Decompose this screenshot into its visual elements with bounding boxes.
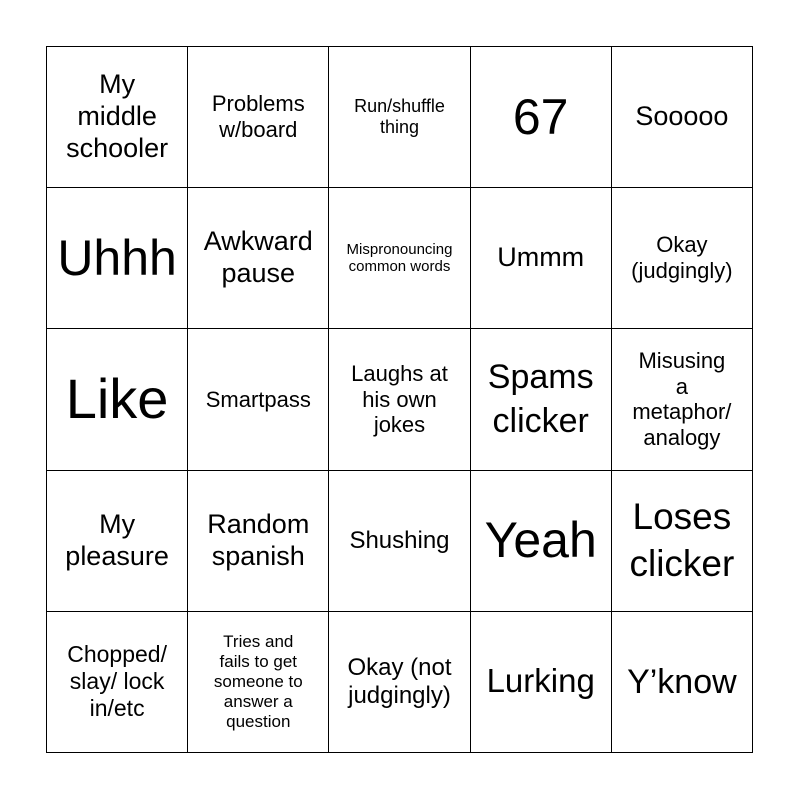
bingo-cell-r4c3[interactable]: Shushing xyxy=(329,471,470,612)
bingo-cell-r1c3[interactable]: Run/shuffle thing xyxy=(329,47,470,188)
bingo-cell-r5c5[interactable]: Y’know xyxy=(612,612,753,753)
bingo-cell-r2c4[interactable]: Ummm xyxy=(471,188,612,329)
bingo-cell-r1c4[interactable]: 67 xyxy=(471,47,612,188)
bingo-cell-r4c1[interactable]: My pleasure xyxy=(47,471,188,612)
bingo-cell-r4c2[interactable]: Random spanish xyxy=(188,471,329,612)
bingo-cell-r5c2[interactable]: Tries and fails to get someone to answer a question xyxy=(188,612,329,753)
bingo-cell-r1c5[interactable]: Sooooo xyxy=(612,47,753,188)
bingo-cell-r4c5[interactable]: Loses clicker xyxy=(612,471,753,612)
bingo-cell-r2c1[interactable]: Uhhh xyxy=(47,188,188,329)
bingo-cell-r3c5[interactable]: Misusing a metaphor/ analogy xyxy=(612,329,753,470)
bingo-cell-r5c1[interactable]: Chopped/ slay/ lock in/etc xyxy=(47,612,188,753)
bingo-cell-r3c2[interactable]: Smartpass xyxy=(188,329,329,470)
bingo-cell-r1c1[interactable]: My middle schooler xyxy=(47,47,188,188)
bingo-cell-r5c3[interactable]: Okay (not judgingly) xyxy=(329,612,470,753)
bingo-cell-r1c2[interactable]: Problems w/board xyxy=(188,47,329,188)
bingo-board xyxy=(46,46,753,753)
bingo-cell-r2c3[interactable]: Mispronouncing common words xyxy=(329,188,470,329)
bingo-cell-r2c5[interactable]: Okay (judgingly) xyxy=(612,188,753,329)
bingo-cell-r2c2[interactable]: Awkward pause xyxy=(188,188,329,329)
bingo-cell-r4c4[interactable]: Yeah xyxy=(471,471,612,612)
bingo-cell-r3c4[interactable]: Spams clicker xyxy=(471,329,612,470)
bingo-cell-r3c3[interactable]: Laughs at his own jokes xyxy=(329,329,470,470)
bingo-cell-r3c1[interactable]: Like xyxy=(47,329,188,470)
bingo-cell-r5c4[interactable]: Lurking xyxy=(471,612,612,753)
